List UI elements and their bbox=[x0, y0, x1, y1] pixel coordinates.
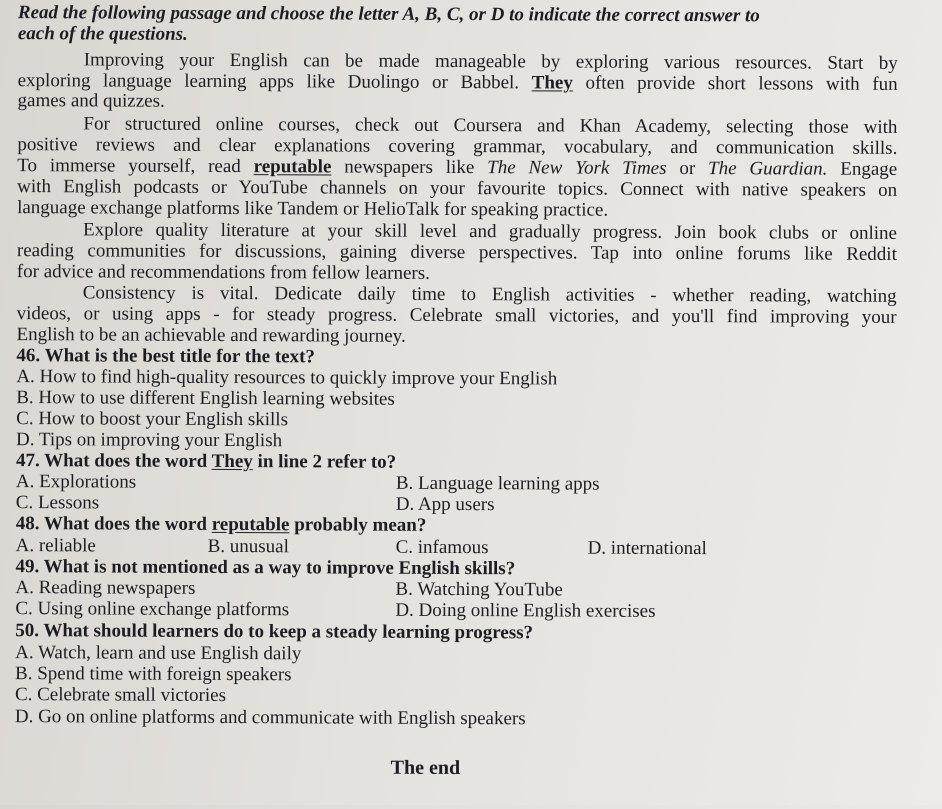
passage-p1-line-1: Improving your English can be made manageable by exploring various resources. Start by bbox=[83, 49, 898, 74]
question-49-option-b: B. Watching YouTube bbox=[395, 578, 563, 601]
passage-p3-line-1: Explore quality literature at your skill level and gradually progress. Join book clubs or online bbox=[82, 219, 898, 244]
question-48-option-c: C. infamous bbox=[395, 536, 489, 559]
question-48-option-d: D. international bbox=[587, 537, 707, 560]
word-they: They bbox=[531, 72, 573, 94]
passage-p3-line-3: for advice and recommendations from fellow learners. bbox=[16, 261, 430, 284]
question-50-stem: 50. What should learners do to keep a steady learning progress? bbox=[15, 620, 534, 644]
question-48-keyword: reputable bbox=[211, 513, 290, 536]
end-label: The end bbox=[390, 756, 461, 780]
question-46-option-b: B. How to use different English learning websites bbox=[16, 387, 395, 410]
question-46-option-c: C. How to boost your English skills bbox=[16, 408, 289, 431]
question-49-option-c: C. Using online exchange platforms bbox=[15, 598, 290, 621]
passage-p4-line-1: Consistency is vital. Dedicate daily time to English activities - whether reading, watching bbox=[82, 282, 897, 307]
passage-p1-line-2: exploring language learning apps like Duolingo or Babbel. They often provide short lessons with fun bbox=[17, 70, 898, 95]
question-47-keyword: They bbox=[211, 450, 253, 473]
passage-p3-line-2: reading communities for discussions, gaining diverse perspectives. Tap into online forums like Reddit bbox=[16, 240, 897, 265]
question-49-stem: 49. What is not mentioned as a way to improve English skills? bbox=[15, 556, 516, 580]
question-50-option-b: B. Spend time with foreign speakers bbox=[15, 663, 292, 686]
question-47-stem: 47. What does the word They in line 2 refer to? bbox=[15, 450, 397, 473]
question-46-option-d: D. Tips on improving your English bbox=[16, 429, 283, 452]
passage-p2-line-1: For structured online courses, check out Coursera and Khan Academy, selecting those with bbox=[83, 113, 898, 138]
question-46-stem: 46. What is the best title for the text? bbox=[16, 345, 315, 368]
question-47-option-d: D. App users bbox=[395, 493, 495, 516]
passage-p2-line-2: positive reviews and clear explanations covering grammar, vocabulary, and communication skills. bbox=[17, 134, 898, 159]
question-47-option-c: C. Lessons bbox=[15, 492, 100, 514]
instruction-line-2: each of the questions. bbox=[17, 23, 188, 45]
question-50-option-d: D. Go on online platforms and communicate with English speakers bbox=[14, 706, 526, 730]
passage-p4-line-3: English to be an achievable and rewarding journey. bbox=[16, 324, 406, 347]
question-46-option-a: A. How to find high-quality resources to quickly improve your English bbox=[16, 366, 558, 390]
passage-p1-line-3: games and quizzes. bbox=[17, 90, 165, 112]
passage-p2-line-5: language exchange platforms like Tandem or HelioTalk for speaking practice. bbox=[17, 197, 609, 221]
passage-p4-line-2: videos, or using apps - for steady progress. Celebrate small victories, and you'll find improving your bbox=[16, 303, 897, 328]
passage-p2-line-3: To immerse yourself, read reputable newspapers like The New York Times or The Guardian. Engage bbox=[17, 155, 898, 180]
question-47-option-a: A. Explorations bbox=[15, 471, 137, 493]
question-48-option-a: A. reliable bbox=[15, 535, 96, 557]
question-47-option-b: B. Language learning apps bbox=[395, 472, 600, 495]
question-48-option-b: B. unusual bbox=[207, 535, 289, 558]
instruction-line-1: Read the following passage and choose the letter A, B, C, or D to indicate the correct answer to bbox=[17, 2, 760, 27]
passage-p2-line-4: with English podcasts or YouTube channels on your favourite topics. Connect with native speakers on bbox=[17, 176, 898, 201]
question-48-stem: 48. What does the word reputable probably mean? bbox=[15, 513, 427, 536]
question-49-option-a: A. Reading newspapers bbox=[15, 577, 196, 599]
question-50-option-a: A. Watch, learn and use English daily bbox=[15, 642, 302, 665]
question-49-option-d: D. Doing online English exercises bbox=[395, 599, 656, 622]
question-50-option-c: C. Celebrate small victories bbox=[14, 684, 227, 706]
word-reputable: reputable bbox=[253, 156, 332, 178]
